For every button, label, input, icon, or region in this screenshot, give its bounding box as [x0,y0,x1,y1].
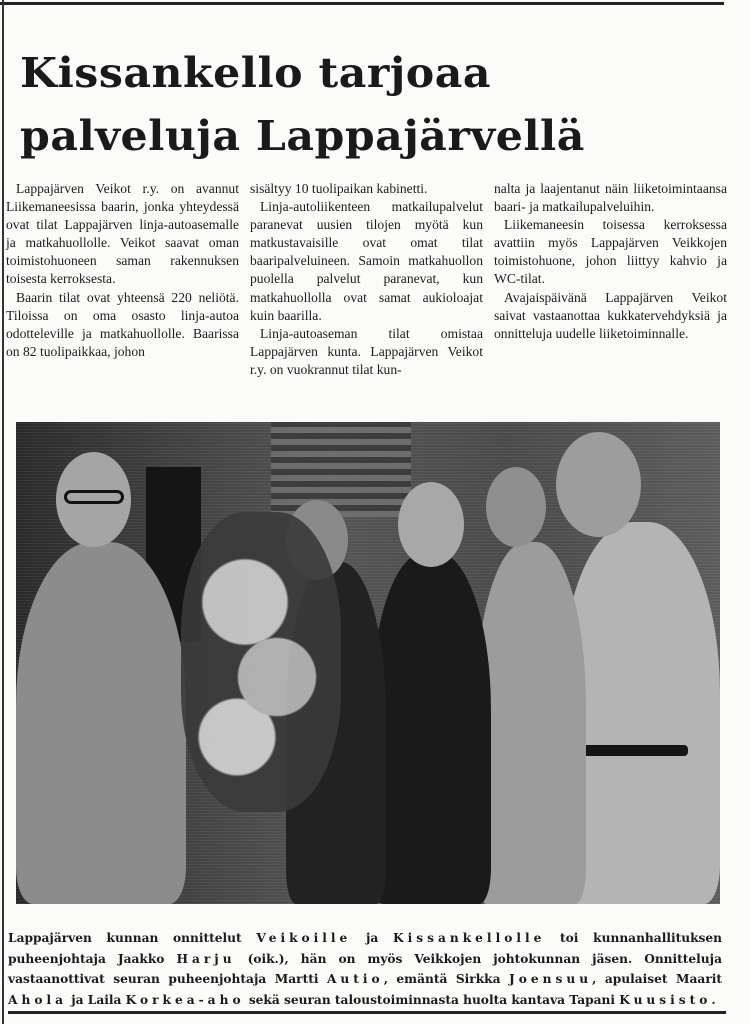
paragraph: nalta ja laajentanut näin liiketoimintaansa baari- ja matkailupalveluihin. [494,181,727,215]
paragraph: Liikemaneesin toisessa kerroksessa avattiin myös Lappajärven Veikkojen toimistohuone, johon liittyy kahvio ja WC-tilat. [494,217,727,287]
paragraph: Avajaispäivänä Lappajärven Veikot saivat vastaanottaa kukkatervehdyksiä ja onnitteluja uudelle liiketoiminnalle. [494,289,727,341]
caption-text: Lappajärven kunnan onnittelut [8,931,257,945]
caption-text: sekä seuran taloustoiminnasta huolta kantava Tapani [244,992,620,1007]
caption-name: Kuusisto [619,992,712,1007]
window-blinds [271,422,411,517]
person-man-centre-right [476,542,586,904]
left-rule [2,0,4,1024]
headline [20,42,585,168]
person-head [398,482,464,567]
paragraph: Linja-autoaseman tilat omistaa Lappajärven kunta. Lappajärven Veikot r.y. on vuokrannut tilat kun- [250,325,483,377]
article-body [6,180,728,379]
caption-text: ja Laila [66,992,126,1007]
person-head [486,467,546,547]
caption-name: Kissankellolle [393,931,546,945]
group-photo [16,422,720,904]
caption-text: , emäntä Sirkka [383,972,510,986]
flower-bouquet [181,512,341,812]
paragraph: Lappajärven Veikot r.y. on avannut Liikemaneesissa baarin, jonka yhteydessä ovat tilat Lappajärven linja-autoasemalle ja matkahuollolle. Veikot saavat oman toimistohuoneen saman rakennuksen toisesta kerroksesta. [6,181,239,287]
caption-text: . [711,992,716,1007]
photo-caption [8,928,722,1010]
person-woman-dark-dress [371,552,491,904]
caption-text: ja [351,931,394,945]
caption-text: , apulaiset Maarit [592,972,723,986]
paragraph: sisältyy 10 tuolipaikan kabinetti. [250,181,428,196]
belt [568,745,688,756]
headline-line-1: Kissankello tarjoaa [20,49,492,97]
caption-text: toi kunnanhallituksen puheenjohtaja Jaakko [8,931,722,966]
paragraph: Linja-autoliikenteen matkailupalvelut paranevat uusien tilojen myötä kun matkustavaisille ovat omat tilat baaripalveluineen. Samoin matkahuollon puolella palvelut paranevat, kun matkahuollolla ovat samat aukioloajat kuin baarilla. [250,199,483,323]
column-2 [250,180,483,379]
caption-name: Veikoille [256,931,352,945]
caption-name: Korkea-aho [125,992,245,1007]
person-head [556,432,641,537]
headline-line-2: palveluja Lappajärvellä [20,112,585,160]
column-3 [494,180,727,379]
column-1 [6,180,239,379]
person-man-with-glasses [16,542,186,904]
bottom-rule [8,1011,726,1014]
caption-name: Autio [326,972,384,986]
paragraph: Baarin tilat ovat yhteensä 220 neliötä. Tiloissa on oma osasto linja-autoa odotteleville ja matkahuollolle. Baarissa on 82 tuolipaikkaa, johon [6,289,239,359]
top-rule [0,2,724,5]
caption-name: Ahola [8,992,67,1007]
glasses [64,490,124,504]
caption-text: (oik.), hän on myös Veikkojen johtokunnan jäsen. Onnitteluja vastaanottivat seuran puheenjohtaja Martti [8,951,722,986]
caption-name: Joensuu [509,972,593,986]
caption-name: Harju [176,951,236,966]
